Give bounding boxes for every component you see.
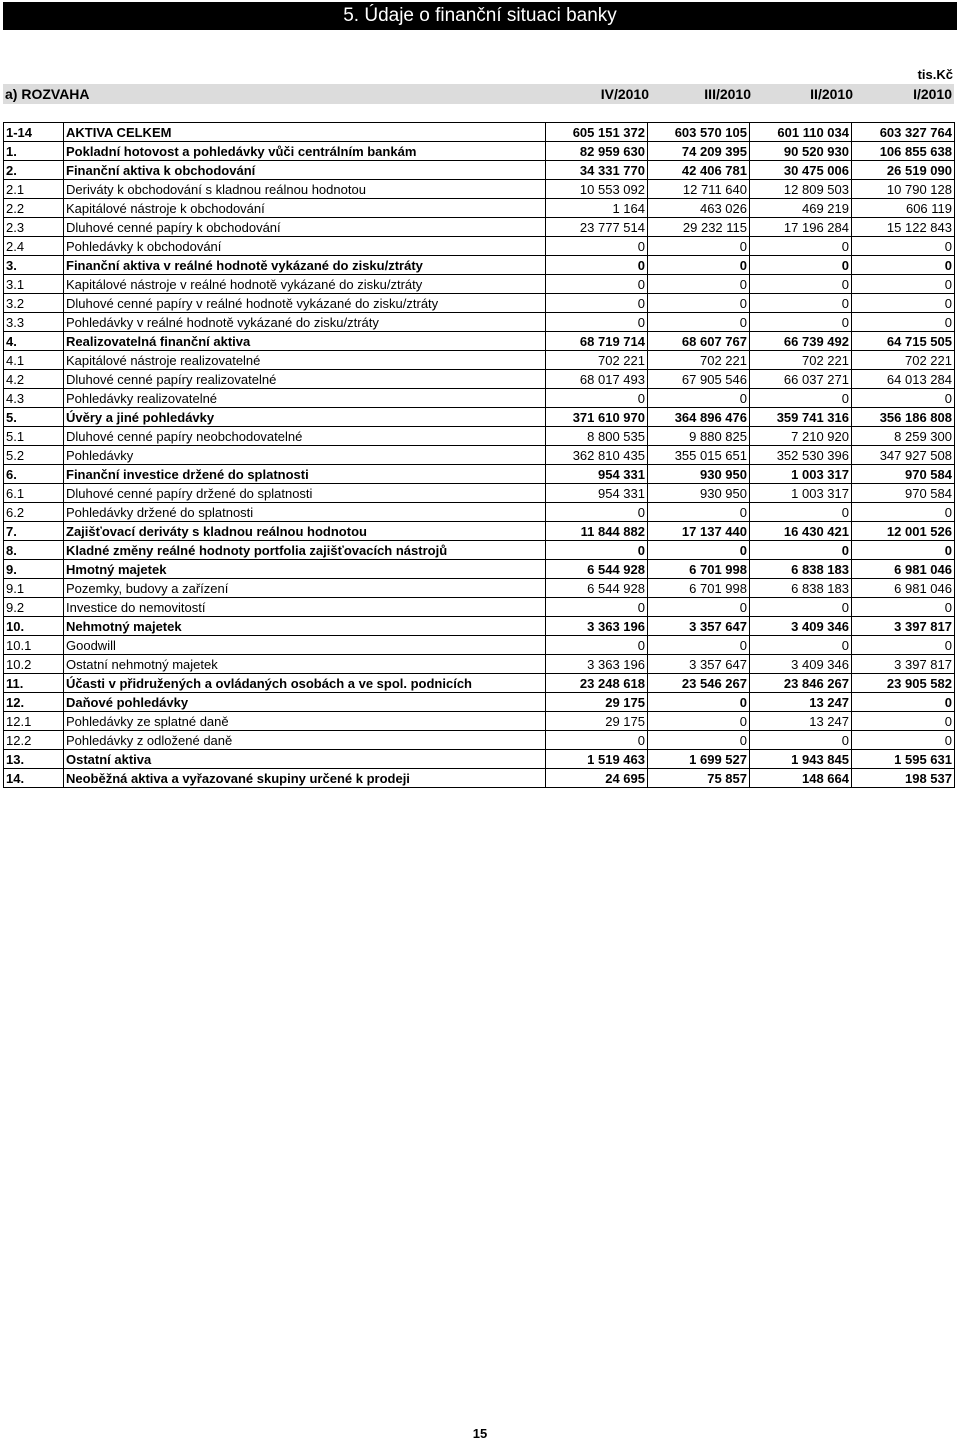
value-cell: 3 357 647 [648,655,750,674]
value-cell: 0 [546,294,648,313]
table-row [4,465,955,484]
value-cell: 0 [546,237,648,256]
value-cell: 0 [546,256,648,275]
row-code: 4.3 [4,389,64,408]
value-cell: 23 777 514 [546,218,648,237]
value-cell: 0 [852,598,955,617]
row-code: 12. [4,693,64,712]
value-cell: 0 [852,313,955,332]
balance-sheet-table [3,122,955,788]
value-cell: 702 221 [750,351,852,370]
value-cell: 0 [852,731,955,750]
row-code: 2.2 [4,199,64,218]
value-cell: 1 943 845 [750,750,852,769]
row-code: 1-14 [4,123,64,142]
table-row [4,199,955,218]
row-label: Daňové pohledávky [64,693,546,712]
table-row [4,484,955,503]
value-cell: 23 905 582 [852,674,955,693]
row-code: 9. [4,560,64,579]
row-code: 8. [4,541,64,560]
table-row [4,446,955,465]
value-cell: 3 363 196 [546,617,648,636]
row-label: Pohledávky ze splatné daně [64,712,546,731]
unit-label: tis.Kč [917,67,953,82]
period-header-2: III/2010 [704,86,751,102]
table-row [4,503,955,522]
value-cell: 6 838 183 [750,579,852,598]
value-cell: 0 [648,598,750,617]
value-cell: 6 701 998 [648,579,750,598]
table-row [4,237,955,256]
row-label: Pozemky, budovy a zařízení [64,579,546,598]
row-code: 3.1 [4,275,64,294]
table-row [4,693,955,712]
table-row [4,370,955,389]
value-cell: 469 219 [750,199,852,218]
row-label: Ostatní aktiva [64,750,546,769]
value-cell: 0 [750,636,852,655]
row-code: 2.4 [4,237,64,256]
table-row [4,275,955,294]
value-cell: 0 [852,389,955,408]
table-row [4,731,955,750]
row-label: Deriváty k obchodování s kladnou reálnou hodnotou [64,180,546,199]
value-cell: 930 950 [648,484,750,503]
value-cell: 7 210 920 [750,427,852,446]
row-label: Pohledávky v reálné hodnotě vykázané do zisku/ztráty [64,313,546,332]
value-cell: 9 880 825 [648,427,750,446]
table-row [4,750,955,769]
value-cell: 106 855 638 [852,142,955,161]
value-cell: 68 719 714 [546,332,648,351]
row-label: Kapitálové nástroje realizovatelné [64,351,546,370]
table-row [4,712,955,731]
row-label: Neoběžná aktiva a vyřazované skupiny určené k prodeji [64,769,546,788]
value-cell: 0 [648,294,750,313]
value-cell: 0 [648,693,750,712]
value-cell: 0 [546,313,648,332]
value-cell: 359 741 316 [750,408,852,427]
section-label: a) ROZVAHA [5,86,90,102]
table-row [4,541,955,560]
value-cell: 1 595 631 [852,750,955,769]
value-cell: 603 570 105 [648,123,750,142]
row-code: 3.2 [4,294,64,313]
value-cell: 930 950 [648,465,750,484]
value-cell: 148 664 [750,769,852,788]
value-cell: 30 475 006 [750,161,852,180]
value-cell: 8 259 300 [852,427,955,446]
row-code: 3. [4,256,64,275]
value-cell: 0 [750,731,852,750]
row-code: 5.1 [4,427,64,446]
row-code: 2.3 [4,218,64,237]
row-code: 7. [4,522,64,541]
value-cell: 17 196 284 [750,218,852,237]
table-row [4,579,955,598]
table-body [4,123,955,788]
row-label: Nehmotný majetek [64,617,546,636]
row-label: Goodwill [64,636,546,655]
page-title: 5. Údaje o finanční situaci banky [3,2,957,30]
value-cell: 0 [648,389,750,408]
row-label: AKTIVA CELKEM [64,123,546,142]
value-cell: 0 [648,237,750,256]
row-code: 14. [4,769,64,788]
value-cell: 603 327 764 [852,123,955,142]
value-cell: 15 122 843 [852,218,955,237]
value-cell: 6 981 046 [852,560,955,579]
value-cell: 0 [852,503,955,522]
table-row [4,617,955,636]
value-cell: 3 397 817 [852,617,955,636]
value-cell: 463 026 [648,199,750,218]
value-cell: 1 164 [546,199,648,218]
table-row [4,180,955,199]
row-code: 1. [4,142,64,161]
row-label: Pohledávky [64,446,546,465]
value-cell: 90 520 930 [750,142,852,161]
value-cell: 0 [750,598,852,617]
value-cell: 606 119 [852,199,955,218]
value-cell: 24 695 [546,769,648,788]
value-cell: 10 553 092 [546,180,648,199]
value-cell: 12 809 503 [750,180,852,199]
value-cell: 601 110 034 [750,123,852,142]
row-label: Realizovatelná finanční aktiva [64,332,546,351]
value-cell: 3 397 817 [852,655,955,674]
row-code: 4. [4,332,64,351]
value-cell: 6 701 998 [648,560,750,579]
value-cell: 371 610 970 [546,408,648,427]
row-label: Pohledávky držené do splatnosti [64,503,546,522]
row-label: Dluhové cenné papíry k obchodování [64,218,546,237]
value-cell: 0 [648,712,750,731]
value-cell: 3 363 196 [546,655,648,674]
table-row [4,769,955,788]
value-cell: 0 [648,731,750,750]
table-row [4,655,955,674]
value-cell: 356 186 808 [852,408,955,427]
row-label: Kapitálové nástroje v reálné hodnotě vykázané do zisku/ztráty [64,275,546,294]
value-cell: 954 331 [546,484,648,503]
row-label: Hmotný majetek [64,560,546,579]
value-cell: 0 [852,636,955,655]
row-code: 13. [4,750,64,769]
row-label: Dluhové cenné papíry realizovatelné [64,370,546,389]
period-header-3: II/2010 [810,86,853,102]
value-cell: 13 247 [750,693,852,712]
value-cell: 3 409 346 [750,617,852,636]
value-cell: 0 [648,636,750,655]
row-label: Finanční investice držené do splatnosti [64,465,546,484]
row-label: Dluhové cenné papíry v reálné hodnotě vykázané do zisku/ztráty [64,294,546,313]
value-cell: 17 137 440 [648,522,750,541]
row-label: Účasti v přidružených a ovládaných osobách a ve spol. podnicích [64,674,546,693]
row-code: 4.2 [4,370,64,389]
table-row [4,218,955,237]
row-label: Finanční aktiva k obchodování [64,161,546,180]
row-label: Investice do nemovitostí [64,598,546,617]
value-cell: 355 015 651 [648,446,750,465]
value-cell: 0 [750,275,852,294]
row-code: 9.1 [4,579,64,598]
row-code: 5.2 [4,446,64,465]
balance-sheet-header [3,84,954,104]
row-code: 6.2 [4,503,64,522]
value-cell: 0 [546,541,648,560]
row-code: 2. [4,161,64,180]
value-cell: 0 [648,541,750,560]
table-row [4,427,955,446]
value-cell: 10 790 128 [852,180,955,199]
row-label: Pohledávky k obchodování [64,237,546,256]
value-cell: 6 838 183 [750,560,852,579]
value-cell: 702 221 [546,351,648,370]
value-cell: 6 544 928 [546,560,648,579]
value-cell: 362 810 435 [546,446,648,465]
row-label: Kapitálové nástroje k obchodování [64,199,546,218]
value-cell: 1 519 463 [546,750,648,769]
table-row [4,161,955,180]
value-cell: 347 927 508 [852,446,955,465]
row-code: 6.1 [4,484,64,503]
value-cell: 16 430 421 [750,522,852,541]
value-cell: 64 013 284 [852,370,955,389]
table-row [4,674,955,693]
value-cell: 0 [750,503,852,522]
value-cell: 0 [852,712,955,731]
period-header-4: I/2010 [913,86,952,102]
period-header-1: IV/2010 [600,86,649,102]
row-label: Úvěry a jiné pohledávky [64,408,546,427]
row-label: Kladné změny reálné hodnoty portfolia zajišťovacích nástrojů [64,541,546,560]
value-cell: 0 [852,693,955,712]
value-cell: 0 [546,389,648,408]
row-code: 6. [4,465,64,484]
value-cell: 0 [852,256,955,275]
row-code: 9.2 [4,598,64,617]
value-cell: 67 905 546 [648,370,750,389]
value-cell: 23 546 267 [648,674,750,693]
value-cell: 0 [648,503,750,522]
table-row [4,294,955,313]
value-cell: 6 981 046 [852,579,955,598]
row-label: Pohledávky z odložené daně [64,731,546,750]
value-cell: 23 248 618 [546,674,648,693]
table-row [4,142,955,161]
row-code: 10.1 [4,636,64,655]
row-code: 4.1 [4,351,64,370]
value-cell: 29 175 [546,712,648,731]
value-cell: 198 537 [852,769,955,788]
value-cell: 42 406 781 [648,161,750,180]
table-row [4,332,955,351]
row-label: Pohledávky realizovatelné [64,389,546,408]
value-cell: 29 175 [546,693,648,712]
table-row [4,560,955,579]
value-cell: 0 [750,256,852,275]
value-cell: 64 715 505 [852,332,955,351]
row-label: Dluhové cenné papíry držené do splatnosti [64,484,546,503]
table-row [4,256,955,275]
value-cell: 1 003 317 [750,484,852,503]
row-code: 10.2 [4,655,64,674]
value-cell: 23 846 267 [750,674,852,693]
value-cell: 82 959 630 [546,142,648,161]
value-cell: 12 001 526 [852,522,955,541]
row-label: Zajišťovací deriváty s kladnou reálnou hodnotou [64,522,546,541]
page-number: 15 [472,1426,488,1441]
value-cell: 605 151 372 [546,123,648,142]
value-cell: 0 [750,294,852,313]
value-cell: 0 [852,275,955,294]
value-cell: 66 739 492 [750,332,852,351]
value-cell: 970 584 [852,465,955,484]
table-row [4,313,955,332]
value-cell: 3 357 647 [648,617,750,636]
row-label: Dluhové cenné papíry neobchodovatelné [64,427,546,446]
value-cell: 6 544 928 [546,579,648,598]
value-cell: 1 003 317 [750,465,852,484]
value-cell: 0 [852,294,955,313]
value-cell: 970 584 [852,484,955,503]
value-cell: 352 530 396 [750,446,852,465]
value-cell: 364 896 476 [648,408,750,427]
table-row [4,598,955,617]
value-cell: 0 [750,237,852,256]
value-cell: 12 711 640 [648,180,750,199]
row-code: 10. [4,617,64,636]
row-code: 3.3 [4,313,64,332]
value-cell: 0 [648,256,750,275]
row-code: 12.1 [4,712,64,731]
value-cell: 0 [750,389,852,408]
row-code: 12.2 [4,731,64,750]
table-row [4,636,955,655]
row-code: 2.1 [4,180,64,199]
value-cell: 75 857 [648,769,750,788]
row-code: 5. [4,408,64,427]
value-cell: 954 331 [546,465,648,484]
value-cell: 3 409 346 [750,655,852,674]
value-cell: 74 209 395 [648,142,750,161]
table-row [4,389,955,408]
value-cell: 0 [750,541,852,560]
value-cell: 702 221 [648,351,750,370]
value-cell: 702 221 [852,351,955,370]
table-row [4,408,955,427]
value-cell: 0 [750,313,852,332]
row-label: Finanční aktiva v reálné hodnotě vykázané do zisku/ztráty [64,256,546,275]
value-cell: 0 [546,275,648,294]
value-cell: 0 [852,541,955,560]
value-cell: 1 699 527 [648,750,750,769]
value-cell: 0 [648,313,750,332]
row-label: Ostatní nehmotný majetek [64,655,546,674]
value-cell: 0 [546,636,648,655]
row-label: Pokladní hotovost a pohledávky vůči centrálním bankám [64,142,546,161]
value-cell: 68 607 767 [648,332,750,351]
value-cell: 0 [546,503,648,522]
value-cell: 0 [546,598,648,617]
value-cell: 8 800 535 [546,427,648,446]
value-cell: 0 [852,237,955,256]
value-cell: 26 519 090 [852,161,955,180]
table-row [4,351,955,370]
value-cell: 0 [546,731,648,750]
value-cell: 11 844 882 [546,522,648,541]
row-code: 11. [4,674,64,693]
value-cell: 13 247 [750,712,852,731]
value-cell: 34 331 770 [546,161,648,180]
value-cell: 0 [648,275,750,294]
value-cell: 66 037 271 [750,370,852,389]
table-row [4,123,955,142]
table-row [4,522,955,541]
value-cell: 29 232 115 [648,218,750,237]
value-cell: 68 017 493 [546,370,648,389]
